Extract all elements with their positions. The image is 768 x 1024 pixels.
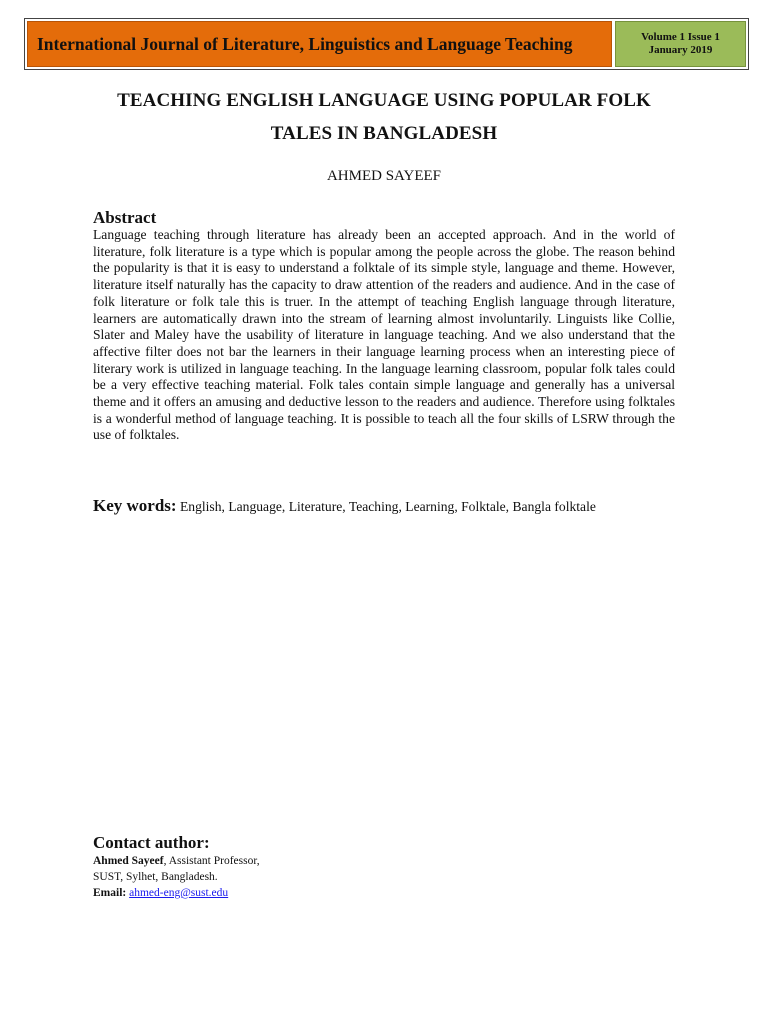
contact-position: , Assistant Professor, <box>163 855 260 867</box>
contact-affiliation: SUST, Sylhet, Bangladesh. <box>93 871 218 883</box>
journal-name: International Journal of Literature, Linguistics and Language Teaching <box>27 21 612 67</box>
contact-name: Ahmed Sayeef <box>93 855 164 867</box>
journal-header <box>24 18 749 70</box>
contact-name-line <box>93 853 260 869</box>
issue-info <box>615 21 746 67</box>
contact-block <box>93 853 260 901</box>
email-label: Email: <box>93 887 127 899</box>
abstract-heading: Abstract <box>93 208 157 227</box>
issue-date: January 2019 <box>648 44 713 56</box>
abstract-body: Language teaching through literature has already been an accepted approach. And in the world of literature, folk literature is a type which is popular among the people across the globe. The reason behind the popularity is that it is easy to understand a folktale of its simple style, language and theme. However, literature itself naturally has the capacity to draw attention of the readers and audience. And in the case of folk literature or folk tale this is truer. In the attempt of teaching English language through literature, learners are automatically drawn into the stream of learning almost involuntarily. Linguists like Collie, Slater and Maley have the usability of literature in language teaching. And we also understand that the affective filter does not bar the learners in their language learning process when an interesting piece of literary work is utilized in language teaching. In the language learning classroom, popular folk tales could be a very effective teaching material. Folk tales contain simple language and generally has a universal theme and it offers an amusing and deductive lesson to the readers and audience. Therefore using folktales is a wonderful method of language teaching. It is possible to teach all the four skills of LSRW through the use of folktales. <box>93 227 675 443</box>
volume-issue: Volume 1 Issue 1 <box>641 31 720 43</box>
keywords <box>93 496 693 516</box>
keywords-label: Key words: <box>93 496 177 515</box>
keywords-value: English, Language, Literature, Teaching, Learning, Folktale, Bangla folktale <box>179 499 596 514</box>
paper-title <box>60 84 708 150</box>
contact-email-line <box>93 885 260 901</box>
contact-heading: Contact author: <box>93 833 210 852</box>
paper-title-line-1: TEACHING ENGLISH LANGUAGE USING POPULAR FOLK <box>117 90 651 111</box>
paper-author: AHMED SAYEEF <box>326 168 442 184</box>
email-link[interactable]: ahmed-eng@sust.edu <box>129 887 229 899</box>
paper-title-line-2: TALES IN BANGLADESH <box>270 123 498 144</box>
